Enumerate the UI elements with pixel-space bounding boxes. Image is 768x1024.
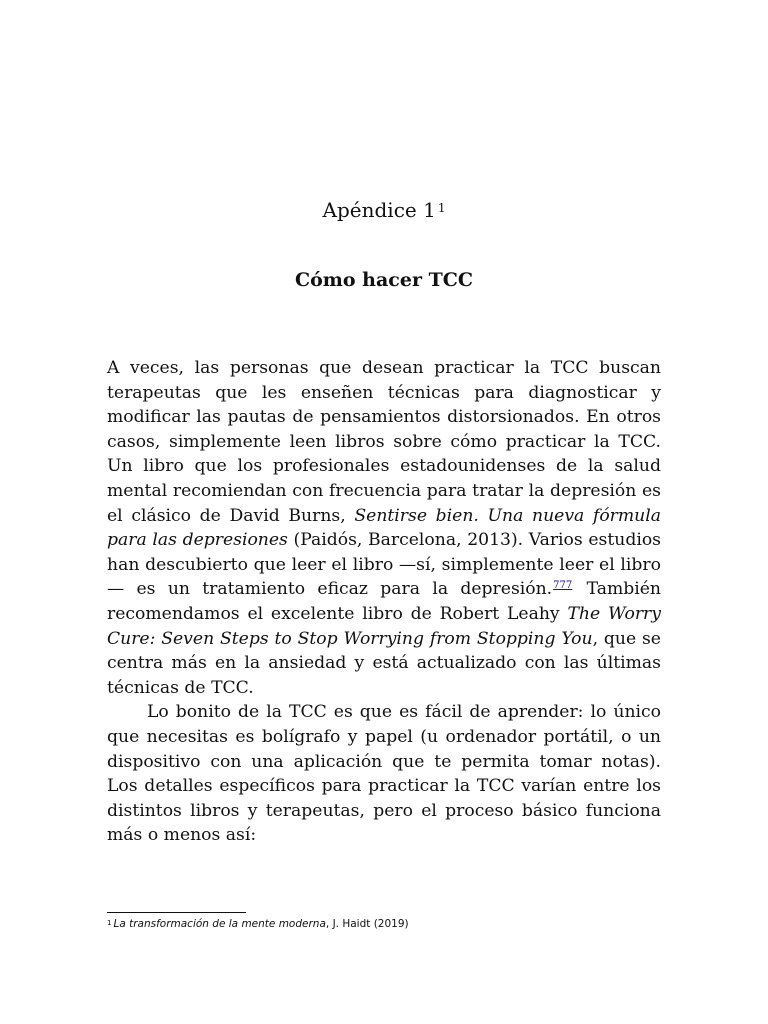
body-text — [107, 356, 661, 848]
paragraph-1-text-a: A veces, las personas que desean practicar la TCC buscan terapeutas que les enseñen técnicas para diagnosticar y modificar las pautas de pensamientos distorsionados. En otros casos, simplemente leen libros sobre cómo practicar la TCC. Un libro que los profesionales estadounidenses de la salud mental recomiendan con frecuencia para tratar la depresión es el clásico de David Burns, — [107, 358, 661, 526]
paragraph-1-text-d: , que se centra más en la ansiedad y está actualizado con las últimas técnicas de TCC. — [107, 628, 661, 698]
appendix-footnote-marker: 1 — [437, 201, 446, 215]
footnote-divider — [107, 912, 246, 913]
paragraph-1-text-b: (Paidós, Barcelona, 2013). Varios estudios han descubierto que leer el libro —sí, simplemente leer el libro— es un tratamiento eficaz para la depresión. — [107, 530, 662, 600]
paragraph-1 — [107, 356, 661, 700]
footnote-marker: 1 — [107, 919, 112, 927]
footnote — [107, 917, 409, 931]
section-title: Cómo hacer TCC — [295, 269, 473, 291]
appendix-title — [0, 196, 768, 224]
endnote-reference-link[interactable]: 777 — [553, 580, 573, 592]
footnote-source-title: La transformación de la mente moderna — [113, 918, 326, 930]
paragraph-2: Lo bonito de la TCC es que es fácil de aprender: lo único que necesitas es bolígrafo y papel (u ordenador portátil, o un dispositivo con una aplicación que te permita tomar notas). Los detalles específicos para practicar la TCC varían entre los distintos libros y terapeutas, pero el proceso básico funciona más o menos así: — [107, 702, 661, 846]
book-title-burns: Sentirse bien. Una nueva fórmula para las depresiones — [107, 505, 661, 551]
appendix-title-text: Apéndice 1 — [322, 198, 436, 222]
paragraph-1-text-c: También recomendamos el excelente libro de Robert Leahy — [107, 579, 661, 624]
footnote-source-details: , J. Haidt (2019) — [325, 918, 409, 930]
book-title-leahy: The Worry Cure: Seven Steps to Stop Worrying from Stopping You — [107, 603, 661, 649]
